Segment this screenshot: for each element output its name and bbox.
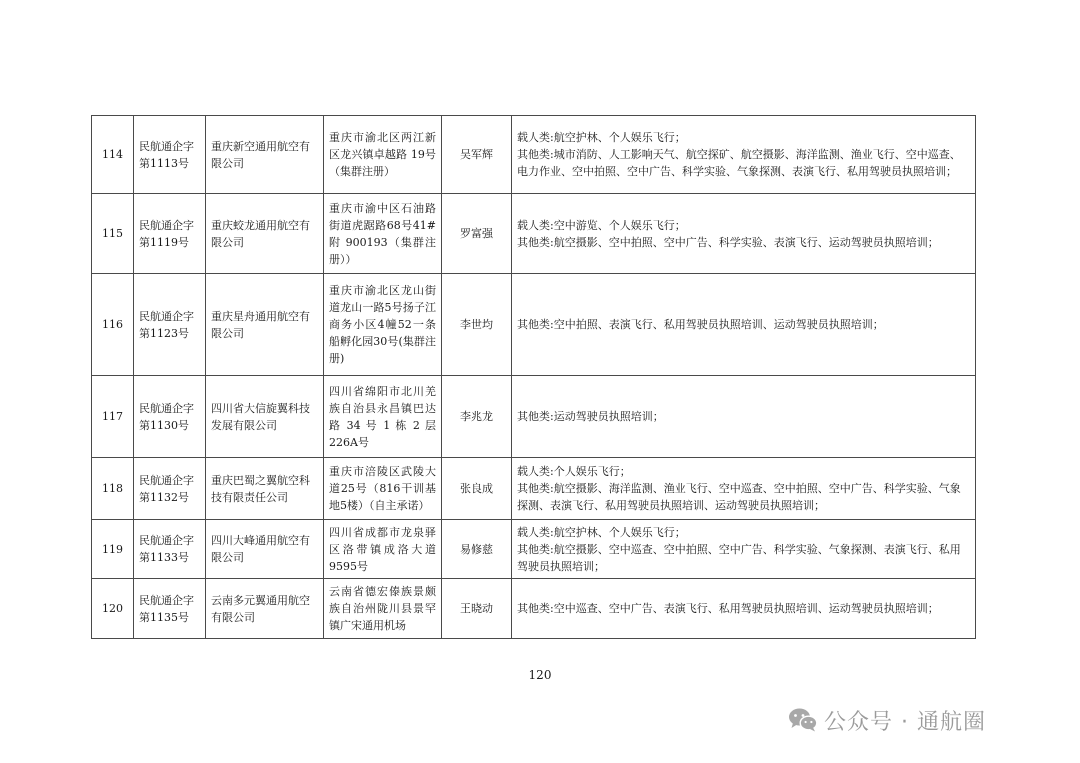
company-address: 四川省成都市龙泉驿区洛带镇成洛大道9595号 — [324, 520, 442, 579]
row-index: 115 — [92, 194, 134, 274]
company-address: 重庆市渝中区石油路街道虎踞路68号41#附 900193（集群注册）） — [324, 194, 442, 274]
page-number: 120 — [528, 668, 552, 682]
business-scope — [512, 194, 976, 274]
row-index: 117 — [92, 376, 134, 458]
permit-number: 民航通企字第1123号 — [134, 274, 206, 376]
table-row — [92, 194, 976, 274]
scope-line: 其他类:运动驾驶员执照培训； — [517, 410, 664, 423]
table-row — [92, 376, 976, 458]
row-index: 116 — [92, 274, 134, 376]
business-scope — [512, 579, 976, 639]
row-index: 120 — [92, 579, 134, 639]
scope-line: 其他类:航空摄影、海洋监测、渔业飞行、空中巡查、空中拍照、空中广告、科学实验、气象探测、表演飞行、私用驾驶员执照培训、运动驾驶员执照培训； — [517, 482, 961, 512]
company-address: 重庆市渝北区龙山街道龙山一路5号扬子江商务小区4幢52一条船孵化园30号(集群注册) — [324, 274, 442, 376]
scope-line: 其他类:城市消防、人工影响天气、航空探矿、航空摄影、海洋监测、渔业飞行、空中巡查、电力作业、空中拍照、空中广告、科学实验、气象探测、表演飞行、私用驾驶员执照培训； — [517, 148, 961, 178]
permit-number: 民航通企字第1130号 — [134, 376, 206, 458]
row-index: 118 — [92, 458, 134, 520]
table-row — [92, 458, 976, 520]
permit-number: 民航通企字第1135号 — [134, 579, 206, 639]
legal-representative: 吴军辉 — [442, 116, 512, 194]
company-address: 重庆市涪陵区武陵大道25号（816干训基地5楼）（自主承诺） — [324, 458, 442, 520]
license-table — [91, 115, 976, 639]
business-scope — [512, 458, 976, 520]
row-index: 119 — [92, 520, 134, 579]
company-name: 云南多元翼通用航空有限公司 — [206, 579, 324, 639]
scope-line: 其他类:航空摄影、空中巡查、空中拍照、空中广告、科学实验、气象探测、表演飞行、私用驾驶员执照培训； — [517, 542, 961, 573]
legal-representative: 王晓动 — [442, 579, 512, 639]
company-address: 重庆市渝北区两江新区龙兴镇卓越路 19号（集群注册） — [324, 116, 442, 194]
company-name: 重庆星舟通用航空有限公司 — [206, 274, 324, 376]
scope-line: 载人类:航空护林、个人娱乐飞行； — [517, 525, 686, 539]
scope-line: 载人类:个人娱乐飞行； — [517, 465, 631, 478]
legal-representative: 李兆龙 — [442, 376, 512, 458]
scope-line: 载人类:航空护林、个人娱乐飞行； — [517, 131, 686, 144]
company-name: 四川大峰通用航空有限公司 — [206, 520, 324, 579]
company-name: 重庆新空通用航空有限公司 — [206, 116, 324, 194]
scope-line: 其他类:航空摄影、空中拍照、空中广告、科学实验、表演飞行、运动驾驶员执照培训； — [517, 235, 939, 249]
company-name: 重庆巴蜀之翼航空科技有限责任公司 — [206, 458, 324, 520]
company-name: 重庆蛟龙通用航空有限公司 — [206, 194, 324, 274]
table-row — [92, 274, 976, 376]
legal-representative: 张良成 — [442, 458, 512, 520]
business-scope — [512, 376, 976, 458]
scope-line: 载人类:空中游览、个人娱乐飞行； — [517, 218, 686, 232]
watermark — [788, 703, 986, 737]
company-address: 云南省德宏傣族景颇族自治州陇川县景罕镇广宋通用机场 — [324, 579, 442, 639]
row-index: 114 — [92, 116, 134, 194]
business-scope — [512, 274, 976, 376]
permit-number: 民航通企字第1113号 — [134, 116, 206, 194]
permit-number: 民航通企字第1119号 — [134, 194, 206, 274]
legal-representative: 李世均 — [442, 274, 512, 376]
company-name: 四川省大信旋翼科技发展有限公司 — [206, 376, 324, 458]
permit-number: 民航通企字第1132号 — [134, 458, 206, 520]
watermark-text: 公众号 · 通航圈 — [824, 709, 986, 735]
permit-number: 民航通企字第1133号 — [134, 520, 206, 579]
scope-line: 其他类:空中拍照、表演飞行、私用驾驶员执照培训、运动驾驶员执照培训； — [517, 318, 884, 331]
legal-representative: 易修慈 — [442, 520, 512, 579]
business-scope — [512, 116, 976, 194]
legal-representative: 罗富强 — [442, 194, 512, 274]
scope-line: 其他类:空中巡查、空中广告、表演飞行、私用驾驶员执照培训、运动驾驶员执照培训； — [517, 602, 939, 615]
table-row — [92, 116, 976, 194]
table-row — [92, 579, 976, 639]
company-address: 四川省绵阳市北川羌族自治县永昌镇巴达路 34 号 1 栋 2 层226A号 — [324, 376, 442, 458]
table-row — [92, 520, 976, 579]
wechat-icon — [788, 707, 818, 733]
business-scope — [512, 520, 976, 579]
